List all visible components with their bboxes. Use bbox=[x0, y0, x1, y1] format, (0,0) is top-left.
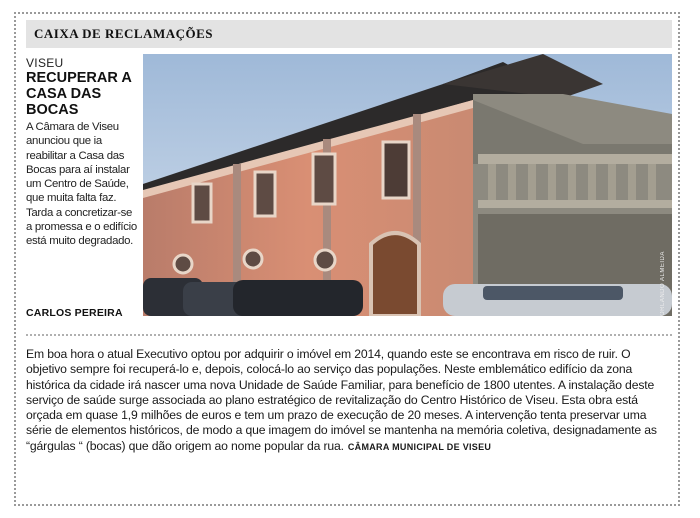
section-title: CAIXA DE RECLAMAÇÕES bbox=[34, 26, 214, 41]
reply-text: Em boa hora o atual Executivo optou por adquirir o imóvel em 2014, quando este se encontrava em risco de ruir. O objetivo sempre foi recuperá-lo e, depois, colocá-lo ao serviço das populações. Neste emblemático edifício da zona histórica da cidade irá nascer uma nova Unidade de Saúde Familiar, para benefício de 1800 utentes. A instalação deste serviço de saúde surge associada ao plano estratégico de revitalização do Centro Histórico de Viseu. Esta obra está orçada em quase 1,9 milhões de euros e tem um prazo de execução de 20 meses. A intervenção tenta preservar uma série de elementos históricos, de modo a que imagem do imóvel se mantenha na memória coletiva, designadamente as “gárgulas “ (bocas) que dão origem ao nome popular da rua. bbox=[26, 347, 657, 453]
reply-signoff: CÂMARA MUNICIPAL DE VISEU bbox=[347, 441, 492, 452]
section-header bbox=[26, 20, 672, 48]
byline: CARLOS PEREIRA bbox=[26, 307, 123, 319]
divider bbox=[26, 334, 672, 336]
photo-credit: ORLANDO ALMEIDA bbox=[660, 251, 666, 316]
city-label: VISEU bbox=[26, 56, 64, 70]
reply-body bbox=[26, 347, 672, 455]
building-illustration bbox=[143, 54, 672, 316]
headline: RECUPERAR A CASA DAS BOCAS bbox=[26, 70, 132, 118]
lead-paragraph: A Câmara de Viseu anunciou que ia reabilitar a Casa das Bocas para aí instalar um Centro de Saúde, que muita falta faz. Tarda a concretizar-se a promessa e o edifício está muito degradado. bbox=[26, 121, 137, 248]
building-photo bbox=[143, 54, 672, 316]
